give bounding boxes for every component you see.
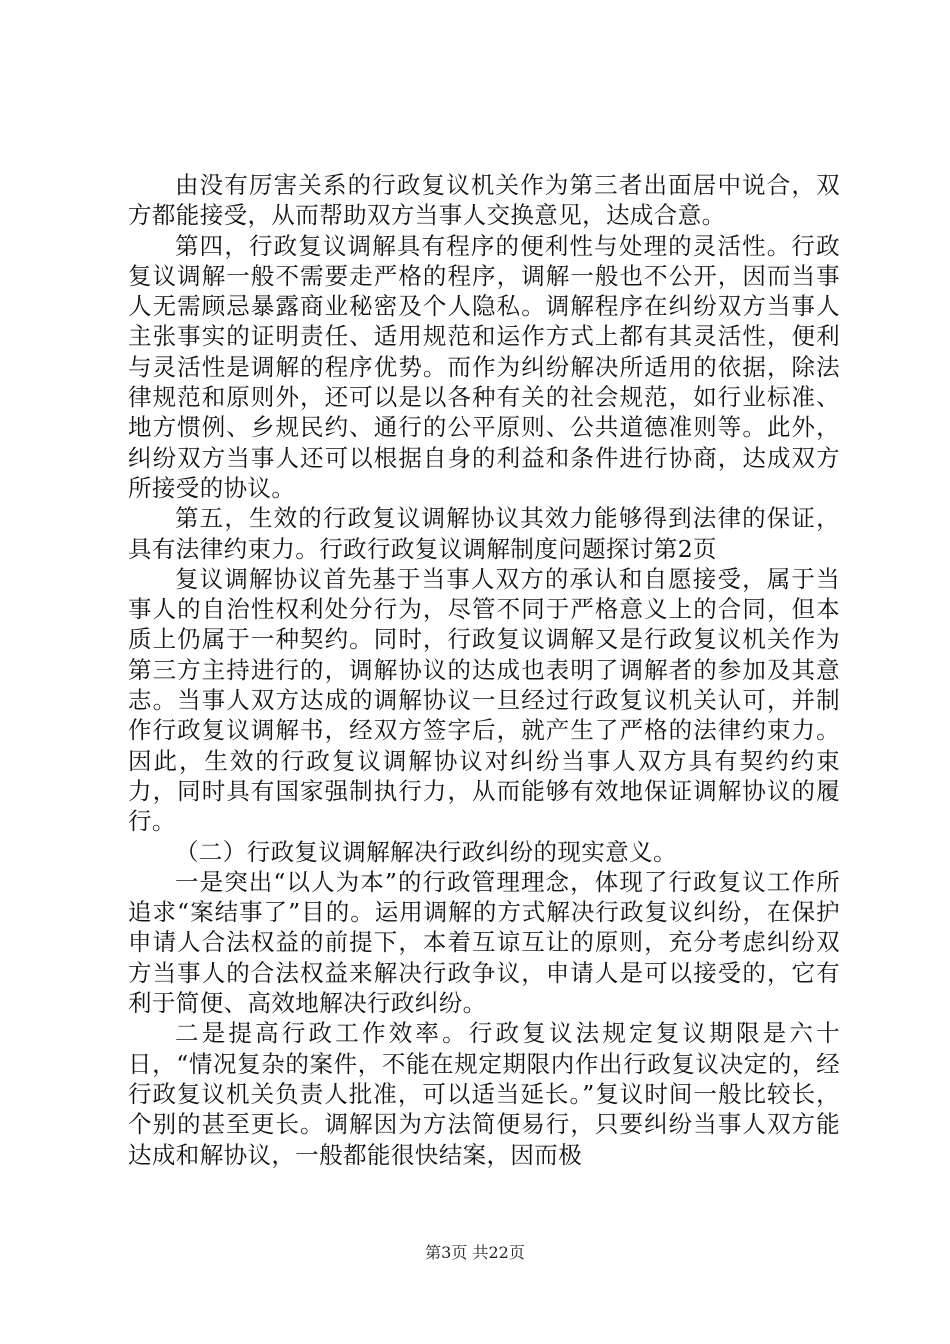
page-footer: [0, 1243, 950, 1263]
paragraph-4: 复议调解协议首先基于当事人双方的承认和自愿接受，属于当事人的自治性权利处分行为，尽管不同于严格意义上的合同，但本质上仍属于一种契约。同时，行政复议调解又是行政复议机关作为第三方主持进行的，调解协议的达成也表明了调解者的参加及其意志。当事人双方达成的调解协议一旦经过行政复议机关认可，并制作行政复议调解书，经双方签字后，就产生了严格的法律约束力。因此，生效的行政复议调解协议对纠纷当事人双方具有契约约束力，同时具有国家强制执行力，从而能够有效地保证调解协议的履行。: [128, 564, 840, 836]
page-total: 共22页: [472, 1243, 525, 1262]
paragraph-6: 二是提高行政工作效率。行政复议法规定复议期限是六十日，“情况复杂的案件，不能在规定期限内作出行政复议决定的，经行政复议机关负责人批准，可以适当延长。”复议时间一般比较长，个别的甚至更长。调解因为方法简便易行，只要纠纷当事人双方能达成和解协议，一般都能很快结案，因而极: [128, 1019, 840, 1169]
paragraph-3: 第五，生效的行政复议调解协议其效力能够得到法律的保证，具有法律约束力。行政行政复议调解制度问题探讨第2页: [128, 504, 840, 563]
paragraph-2: 第四，行政复议调解具有程序的便利性与处理的灵活性。行政复议调解一般不需要走严格的程序，调解一般也不公开，因而当事人无需顾忌暴露商业秘密及个人隐私。调解程序在纠纷双方当事人主张事实的证明责任、适用规范和运作方式上都有其灵活性，便利与灵活性是调解的程序优势。而作为纠纷解决所适用的依据，除法律规范和原则外，还可以是以各种有关的社会规范，如行业标准、地方惯例、乡规民约、通行的公平原则、公共道德准则等。此外，纠纷双方当事人还可以根据自身的利益和条件进行协商，达成双方所接受的协议。: [128, 231, 840, 502]
section-heading: （二）行政复议调解解决行政纠纷的现实意义。: [175, 837, 677, 866]
page-number: 第3页: [425, 1243, 468, 1262]
paragraph-1: 由没有厉害关系的行政复议机关作为第三者出面居中说合，双方都能接受，从而帮助双方当事人交换意见，达成合意。: [128, 171, 840, 230]
document-body: [128, 170, 840, 1170]
paragraph-5: 一是突出“以人为本”的行政管理理念，体现了行政复议工作所追求“案结事了”目的。运用调解的方式解决行政复议纠纷，在保护申请人合法权益的前提下，本着互谅互让的原则，充分考虑纠纷双方当事人的合法权益来解决行政争议，申请人是可以接受的，它有利于简便、高效地解决行政纠纷。: [128, 867, 840, 1018]
